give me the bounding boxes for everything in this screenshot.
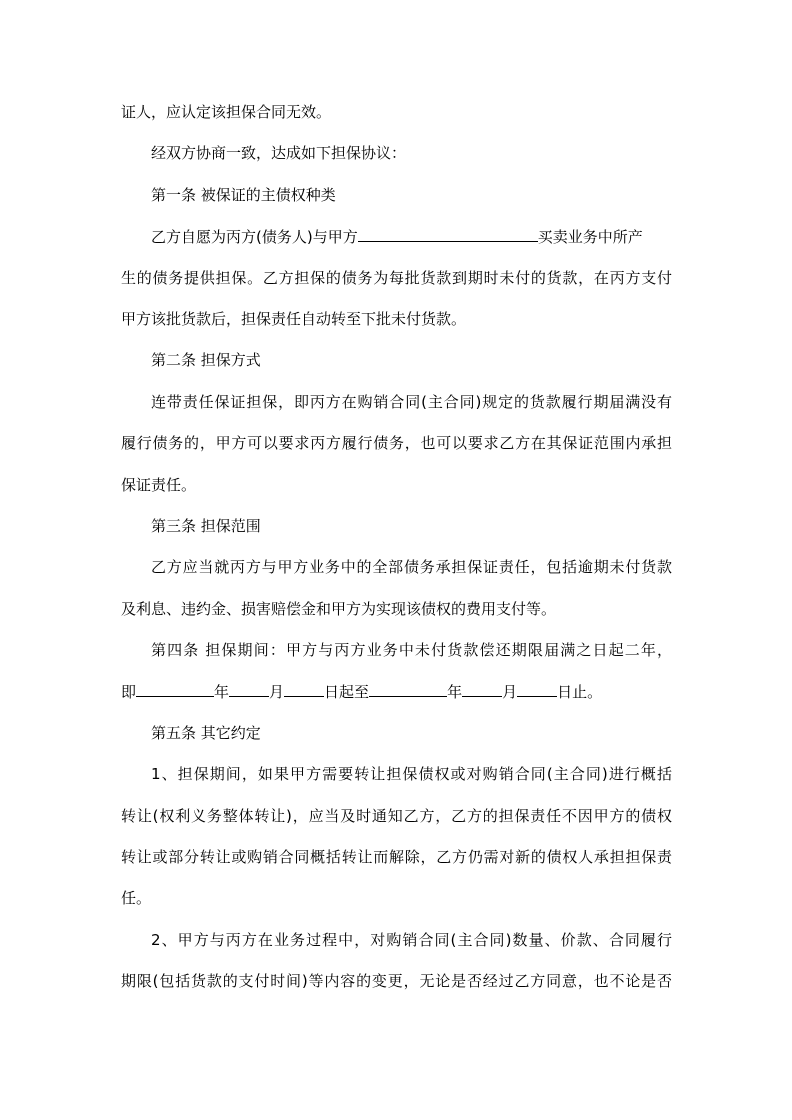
article-heading-3: 第三条 担保范围 — [151, 516, 261, 535]
text-line: 证人，应认定该担保合同无效。 — [121, 103, 332, 121]
text-fragment: 月 — [269, 683, 285, 702]
text-line: 履行债务的，甲方可以要求丙方履行债务，也可以要求乙方在其保证范围内承担 — [121, 434, 672, 453]
text-line: 及利息、违约金、损害赔偿金和甲方为实现该债权的费用支付等。 — [121, 599, 557, 618]
text-fragment: 乙方自愿为丙方(债务人)与甲方 — [151, 228, 358, 247]
blank-end-month — [462, 681, 502, 697]
text-line-with-blank — [121, 226, 672, 246]
date-range-line — [121, 681, 672, 701]
text-line: 经双方协商一致，达成如下担保协议： — [151, 144, 407, 163]
text-line: 连带责任保证担保，即丙方在购销合同(主合同)规定的货款履行期届满没有 — [151, 392, 672, 411]
text-line: 2、甲方与丙方在业务过程中，对购销合同(主合同)数量、价款、合同履行 — [151, 930, 672, 949]
text-line: 甲方该批货款后，担保责任自动转至下批未付货款。 — [121, 309, 467, 328]
text-fragment: 日止。 — [557, 683, 603, 702]
text-line: 乙方应当就丙方与甲方业务中的全部债务承担保证责任，包括逾期未付货款 — [151, 558, 672, 577]
article-heading-1: 第一条 被保证的主债权种类 — [151, 185, 336, 204]
blank-end-day — [517, 681, 557, 697]
text-fragment: 年 — [214, 683, 230, 702]
text-fragment: 月 — [502, 683, 518, 702]
article-heading-2: 第二条 担保方式 — [151, 351, 261, 370]
text-fragment: 日起至 — [324, 683, 370, 702]
blank-start-month — [229, 681, 269, 697]
text-line: 1、担保期间，如果甲方需要转让担保债权或对购销合同(主合同)进行概括 — [151, 765, 672, 784]
blank-start-day — [284, 681, 324, 697]
text-line: 保证责任。 — [121, 475, 197, 494]
blank-party-a-line — [358, 226, 538, 242]
text-fragment: 即 — [121, 683, 137, 702]
text-line: 转让(权利义务整体转让)，应当及时通知乙方，乙方的担保责任不因甲方的债权 — [121, 806, 672, 825]
text-line: 生的债务提供担保。乙方担保的债务为每批货款到期时未付的货款，在丙方支付 — [121, 268, 672, 287]
blank-start-year — [136, 681, 214, 697]
blank-end-year — [369, 681, 447, 697]
text-fragment: 年 — [447, 683, 463, 702]
article-heading-4: 第四条 担保期间：甲方与丙方业务中未付货款偿还期限届满之日起二年， — [151, 641, 672, 660]
text-fragment: 买卖业务中所产 — [537, 228, 643, 247]
text-line: 转让或部分转让或购销合同概括转让而解除，乙方仍需对新的债权人承担担保责 — [121, 848, 672, 867]
article-heading-5: 第五条 其它约定 — [151, 723, 261, 742]
text-line: 任。 — [121, 889, 152, 908]
text-line: 期限(包括货款的支付时间)等内容的变更，无论是否经过乙方同意，也不论是否 — [121, 972, 672, 991]
